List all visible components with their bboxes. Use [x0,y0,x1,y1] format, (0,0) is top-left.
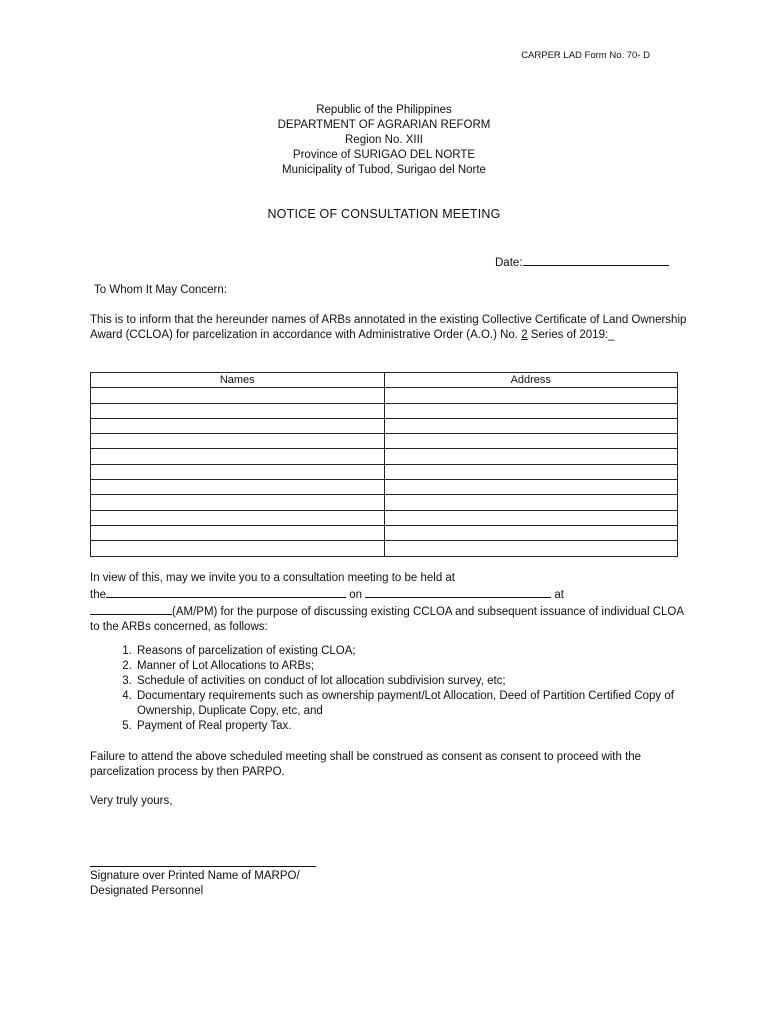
letterhead-department: DEPARTMENT OF AGRARIAN REFORM [277,119,491,131]
agenda-item: 5. Payment of Real property Tax. [135,719,695,734]
form-number: CARPER LAD Form No. 70- D [521,50,650,61]
invitation-at: at [551,589,564,601]
address-cell [384,510,678,525]
table-header-row [91,373,678,388]
name-cell [91,510,385,525]
document-title: NOTICE OF CONSULTATION MEETING [267,207,501,221]
agenda-item: 2. Manner of Lot Allocations to ARBs; [135,659,695,674]
intro-text-after: Series of 2019:_ [527,329,615,341]
invitation-part1: In view of this, may we invite you to a consultation meeting to be held at [90,572,456,584]
address-cell [384,388,678,403]
invitation-the: the [90,589,106,601]
table-row [91,464,678,479]
table-row [91,403,678,418]
table-row [91,525,678,540]
table-row [91,510,678,525]
date-blank-line-2 [365,586,551,598]
agenda-item: 3. Schedule of activities on conduct of lot allocation subdivision survey, etc; [135,674,695,689]
ao-number: 2 [521,329,528,341]
table-body [91,388,678,556]
table-row [91,434,678,449]
letterhead-municipality: Municipality of Tubod, Surigao del Norte [282,164,486,176]
agenda-item: 4. Documentary requirements such as ownership payment/Lot Allocation, Deed of Partition Certified Copy of Ownership, Duplicate Copy, etc, and [135,689,695,719]
name-cell [91,541,385,556]
address-cell [384,480,678,495]
signature-title-line1: Signature over Printed Name of MARPO/ [90,870,300,882]
signature-line [90,866,316,867]
time-blank-line [90,603,172,615]
name-cell [91,464,385,479]
address-cell [384,434,678,449]
agenda-item: 1. Reasons of parcelization of existing CLOA; [135,644,695,659]
letterhead-region: Region No. XIII [345,134,423,146]
address-cell [384,403,678,418]
closing: Very truly yours, [90,795,173,807]
agenda-list [90,644,695,734]
table-row [91,480,678,495]
column-header-names: Names [91,373,385,388]
signature-block [90,869,300,899]
invitation-paragraph [90,571,690,635]
arb-table [90,372,678,557]
name-cell [91,403,385,418]
salutation: To Whom It May Concern: [94,284,227,296]
name-cell [91,495,385,510]
address-cell [384,418,678,433]
intro-paragraph [90,313,690,343]
name-cell [91,525,385,540]
address-cell [384,495,678,510]
intro-text-before: This is to inform that the hereunder names of ARBs annotated in the existing Collective Certificate of Land Ownership Award (CCLOA) for parcelization in accordance with Administrative Order (A.O.) No. [90,314,687,341]
date-label: Date: [495,257,523,269]
date-blank-line [523,254,669,266]
name-cell [91,418,385,433]
name-cell [91,480,385,495]
failure-notice: Failure to attend the above scheduled meeting shall be construed as consent as consent to proceed with the parcelization process by then PARPO. [90,751,642,778]
table-row [91,449,678,464]
letterhead [0,103,768,178]
letterhead-province: Province of SURIGAO DEL NORTE [292,149,476,161]
letterhead-country: Republic of the Philippines [316,104,452,116]
address-cell [384,541,678,556]
address-cell [384,464,678,479]
table-row [91,388,678,403]
address-cell [384,449,678,464]
name-cell [91,388,385,403]
date-field [495,254,669,269]
name-cell [91,449,385,464]
table-row [91,541,678,556]
signature-title-line2: Designated Personnel [90,885,204,897]
table-row [91,418,678,433]
invitation-part3: (AM/PM) for the purpose of discussing existing CCLOA and subsequent issuance of individual CLOA to the ARBs concerned, as follows: [90,606,684,633]
column-header-address: Address [384,373,678,388]
table-row [91,495,678,510]
venue-blank-line [106,586,346,598]
invitation-on: on [346,589,366,601]
address-cell [384,525,678,540]
name-cell [91,434,385,449]
